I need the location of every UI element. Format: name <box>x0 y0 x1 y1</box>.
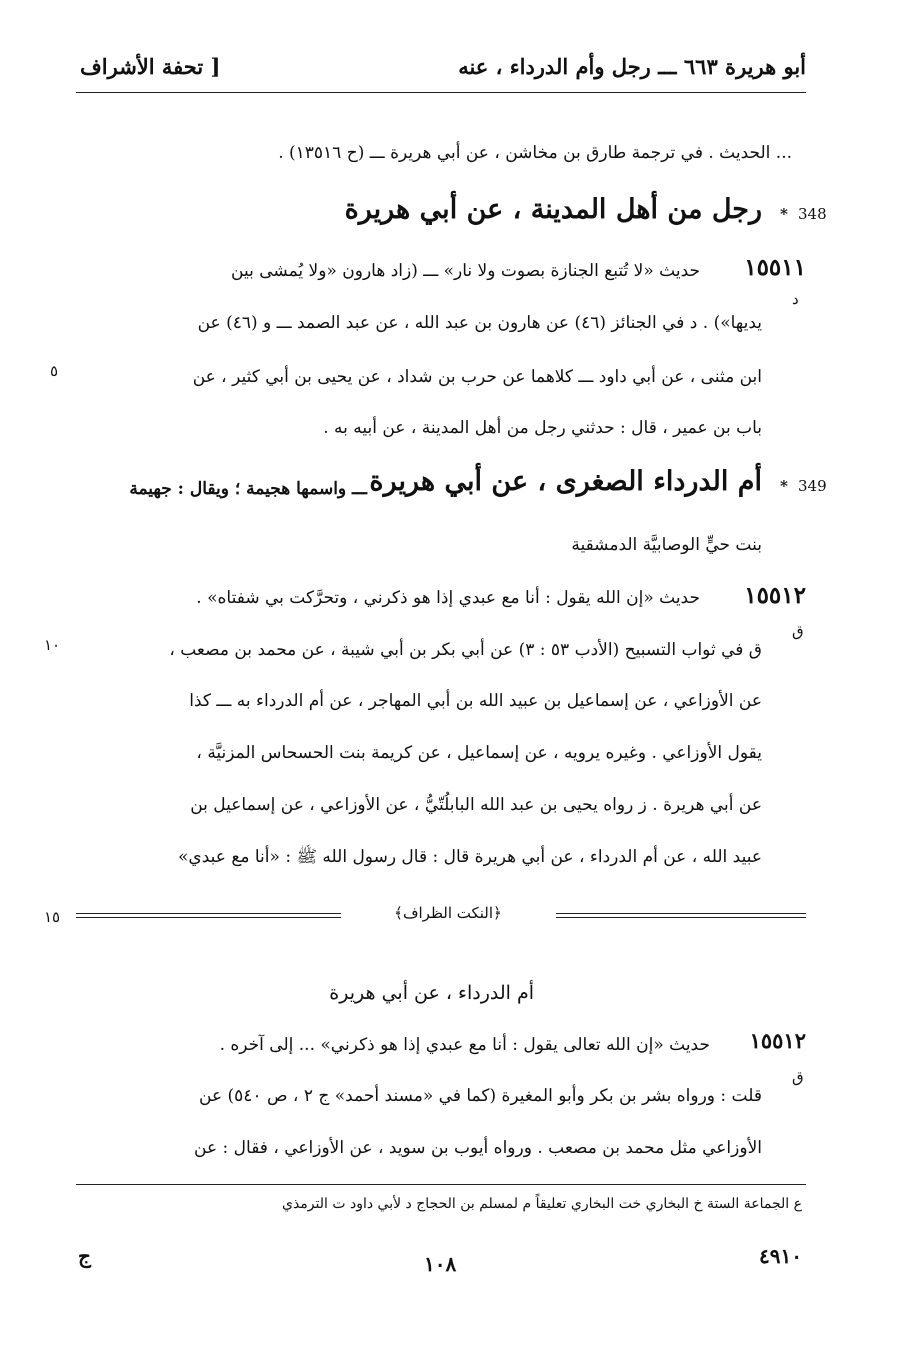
footer-rule <box>76 1184 806 1185</box>
section-349-number: 349 <box>798 477 827 495</box>
hadith-15511-line-3: ابن مثنى ، عن أبي داود ـــ كلاهما عن حرب بن شداد ، عن يحيى بن أبي كثير ، عن <box>192 367 762 387</box>
section-348-title: رجل من أهل المدينة ، عن أبي هريرة <box>344 194 762 225</box>
page-number: ١٠٨ <box>424 1252 457 1276</box>
running-header-left: [ تحفة الأشراف <box>80 54 221 79</box>
footer-left-letter: ج <box>78 1244 91 1268</box>
section-349-line-2: بنت حيٍّ الوصابيَّة الدمشقية <box>571 535 762 555</box>
hadith-15511-number: ١٥٥١١ <box>744 254 806 281</box>
nukat-line-1: حديث «إن الله تعالى يقول : أنا مع عبدي إذا هو ذكرني» ... إلى آخره . <box>219 1035 710 1055</box>
running-header-right: أبو هريرة ٦٦٣ ـــ رجل وأم الدرداء ، عنه <box>458 54 806 79</box>
nukat-number: ١٥٥١٢ <box>749 1028 806 1053</box>
hadith-15512-line-1: حديث «إن الله يقول : أنا مع عبدي إذا هو ذكرني ، وتحرَّكت بي شفتاه» . <box>196 588 700 608</box>
section-349-title: أم الدرداء الصغرى ، عن أبي هريرة <box>369 466 762 497</box>
hadith-15512-margin-letter: ق <box>792 622 804 640</box>
line-marker-10: ١٠ <box>44 636 61 654</box>
nukat-heading: أم الدرداء ، عن أبي هريرة <box>329 982 534 1004</box>
divider-rule-left <box>76 913 341 918</box>
section-349-star: * <box>780 477 788 495</box>
hadith-15512-line-6: عبيد الله ، عن أم الدرداء ، عن أبي هريرة قال : قال رسول الله ﷺ : «أنا مع عبدي» <box>178 847 762 867</box>
hadith-15511-margin-letter: د <box>792 290 799 308</box>
section-348-number: 348 <box>798 205 827 223</box>
hadith-15511-line-2: يديها») . د في الجنائز (٤٦) عن هارون بن عبد الله ، عن عبد الصمد ـــ و (٤٦) عن <box>197 313 762 333</box>
hadith-15512-number: ١٥٥١٢ <box>744 582 806 609</box>
hadith-15512-line-4: يقول الأوزاعي . وغيره يرويه ، عن إسماعيل ، عن كريمة بنت الحسحاس المزنيَّة ، <box>196 743 762 763</box>
footer-right-number: ٤٩١٠ <box>759 1244 802 1268</box>
section-348-star: * <box>780 205 788 223</box>
divider-label: ﴿النكت الظراف﴾ <box>394 904 502 922</box>
hadith-15511-line-4: باب بن عمير ، قال : حدثني رجل من أهل المدينة ، عن أبيه به . <box>323 418 762 438</box>
hadith-15512-line-3: عن الأوزاعي ، عن إسماعيل بن عبيد الله بن أبي المهاجر ، عن أم الدرداء به ـــ كذا <box>189 691 762 711</box>
nukat-divider <box>76 904 806 928</box>
nukat-margin-letter: ق <box>792 1068 804 1086</box>
header-rule <box>76 92 806 93</box>
nukat-line-2: قلت : ورواه بشر بن بكر وأبو المغيرة (كما في «مسند أحمد» ج ٢ ، ص ٥٤٠) عن <box>199 1086 762 1106</box>
line-marker-5: ٥ <box>50 362 59 380</box>
divider-rule-right <box>556 913 806 918</box>
hadith-15511-line-1: حديث «لا تُتبع الجنازة بصوت ولا نار» ـــ (زاد هارون «ولا يُمشى بين <box>231 261 700 281</box>
intro-line: ... الحديث . في ترجمة طارق بن مخاشن ، عن أبي هريرة ـــ (ح ١٣٥١٦) . <box>278 143 792 163</box>
hadith-15512-line-5: عن أبي هريرة . ز رواه يحيى بن عبد الله البابلُتّيُّ ، عن الأوزاعي ، عن إسماعيل بن <box>190 795 762 815</box>
section-349-title-rest: ـــ واسمها هجيمة ؛ ويقال : جهيمة <box>129 479 367 499</box>
hadith-15512-line-2: ق في ثواب التسبيح (الأدب ٥٣ : ٣) عن أبي بكر بن أبي شيبة ، عن محمد بن مصعب ، <box>169 640 762 660</box>
line-marker-15: ١٥ <box>44 908 61 926</box>
nukat-line-3: الأوزاعي مثل محمد بن مصعب . ورواه أيوب بن سويد ، عن الأوزاعي ، فقال : عن <box>194 1138 762 1158</box>
footer-legend: ع الجماعة الستة خ البخاري خت البخاري تعليقاً م لمسلم بن الحجاج د لأبي داود ت الترمذي <box>282 1196 802 1212</box>
